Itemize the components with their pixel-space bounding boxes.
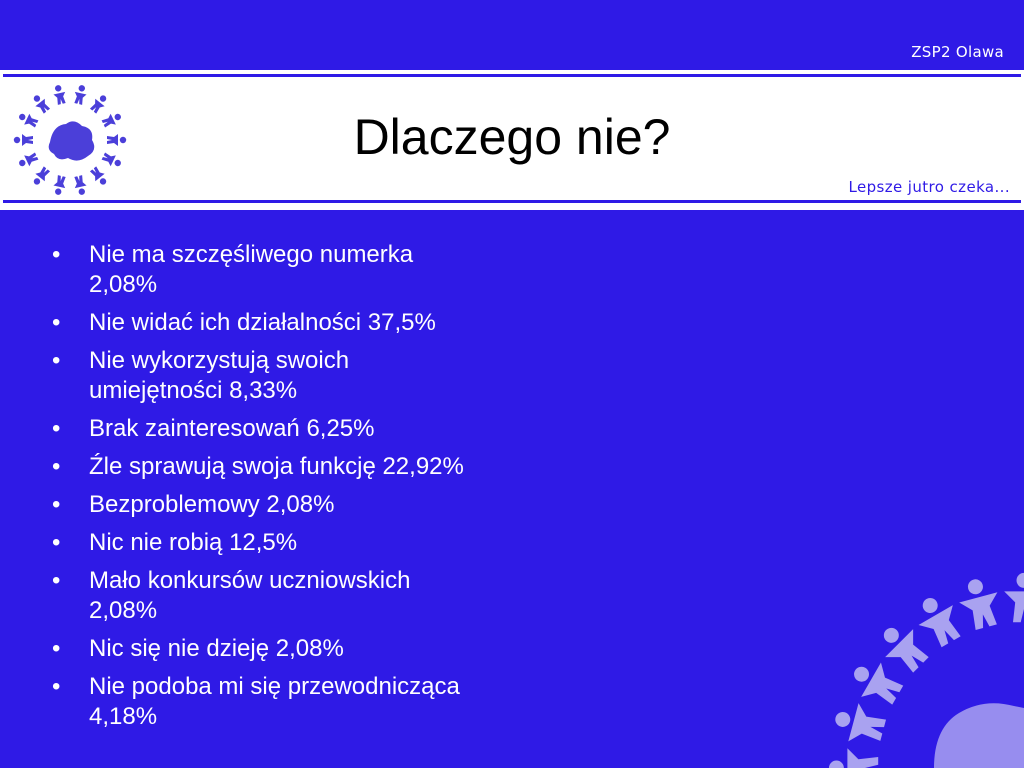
- person-figure-icon: [72, 175, 88, 196]
- bullet-text-continued: 2,08%: [89, 597, 158, 624]
- bullet-text: Źle sprawują swoja funkcję 22,92%: [89, 453, 464, 480]
- bullet-text: Nic się nie dzieję 2,08%: [89, 635, 344, 662]
- bullet-text: Mało konkursów uczniowskich: [89, 567, 411, 594]
- top-bar: [0, 0, 1024, 70]
- bullet-item: [52, 490, 552, 520]
- people-chain-globe-decoration: [784, 528, 1024, 768]
- bullet-item: [52, 634, 552, 664]
- decor-person-figure-icon: [954, 574, 1005, 632]
- decor-person-figure-icon: [830, 698, 888, 749]
- person-figure-icon: [52, 84, 68, 105]
- decor-person-figure-icon: [845, 653, 907, 712]
- bullet-text: Nie ma szczęśliwego numerka: [89, 241, 414, 268]
- bullet-dot-icon: •: [52, 309, 61, 336]
- bullet-item: [52, 308, 552, 338]
- bullet-text-continued: 4,18%: [89, 703, 158, 730]
- bullet-text: Nie wykorzystują swoich: [89, 347, 350, 374]
- top-rule: [3, 74, 1021, 77]
- bullet-item: [52, 346, 552, 406]
- bullet-item: [52, 566, 552, 626]
- bullet-item: [52, 240, 552, 300]
- bullet-dot-icon: •: [52, 529, 61, 556]
- person-figure-icon: [88, 165, 109, 187]
- person-figure-icon: [30, 165, 51, 187]
- bullet-dot-icon: •: [52, 347, 61, 374]
- decor-person-figure-icon: [909, 589, 968, 651]
- decor-person-figure-icon: [829, 748, 878, 768]
- person-figure-icon: [72, 84, 88, 105]
- person-figure-icon: [52, 175, 68, 196]
- bullet-list: [52, 240, 552, 740]
- bullet-item: [52, 528, 552, 558]
- decor-person-figure-icon: [1004, 573, 1024, 622]
- slide-title: Dlaczego nie?: [353, 109, 671, 165]
- bullet-item: [52, 452, 552, 482]
- bullet-text-continued: umiejętności 8,33%: [89, 377, 298, 404]
- bullet-dot-icon: •: [52, 567, 61, 594]
- bullet-text-continued: 2,08%: [89, 271, 158, 298]
- bullet-dot-icon: •: [52, 673, 61, 700]
- bottom-rule: [3, 200, 1021, 203]
- bullet-text: Nie podoba mi się przewodnicząca: [89, 673, 460, 700]
- bullet-text: Nie widać ich działalności 37,5%: [89, 309, 436, 336]
- bullet-dot-icon: •: [52, 415, 61, 442]
- bullet-dot-icon: •: [52, 241, 61, 268]
- tagline: Lepsze jutro czeka...: [848, 178, 1010, 196]
- bullet-item: [52, 414, 552, 444]
- bullet-item: [52, 672, 552, 732]
- school-label: ZSP2 Olawa: [911, 43, 1004, 61]
- bullet-text: Nic nie robią 12,5%: [89, 529, 298, 556]
- bullet-dot-icon: •: [52, 453, 61, 480]
- bullet-dot-icon: •: [52, 491, 61, 518]
- globe-map-icon: [934, 703, 1024, 768]
- bullet-dot-icon: •: [52, 635, 61, 662]
- bullet-text: Brak zainteresowań 6,25%: [89, 415, 375, 442]
- bullet-text: Bezproblemowy 2,08%: [89, 491, 335, 518]
